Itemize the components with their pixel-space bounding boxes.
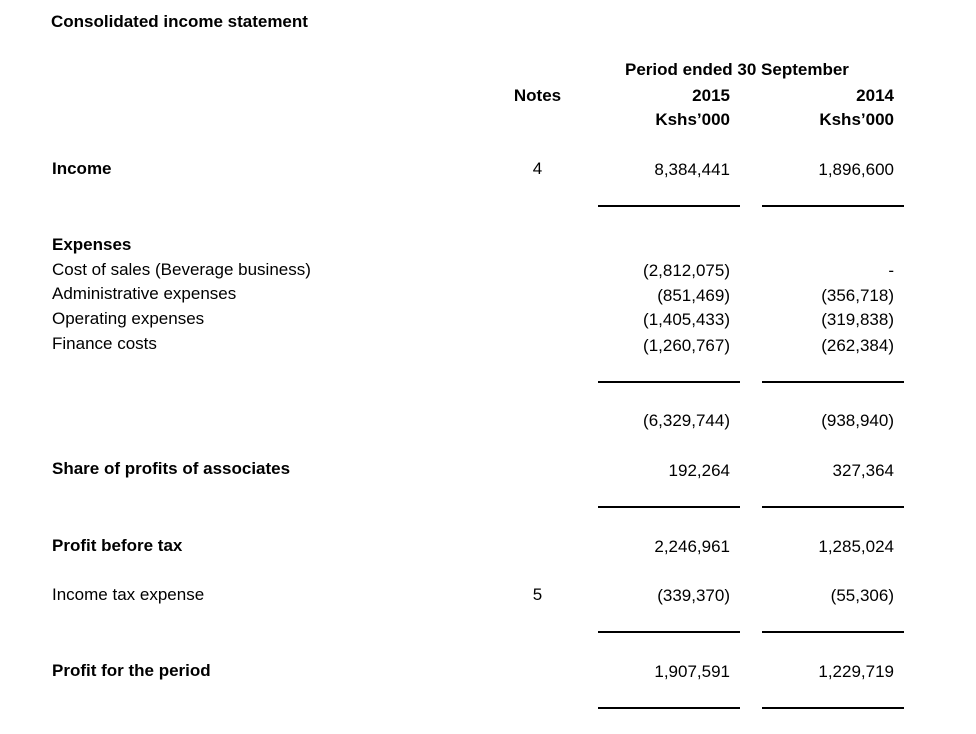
page-title: Consolidated income statement	[51, 12, 308, 31]
rule-2014	[762, 381, 904, 383]
profit-for-period-2014: 1,229,719	[818, 662, 894, 681]
expense-label: Cost of sales (Beverage business)	[52, 260, 311, 279]
expense-2014: (319,838)	[821, 310, 894, 329]
expense-2015: (851,469)	[657, 286, 730, 305]
notes-column-header: Notes	[513, 86, 562, 105]
rule-2015	[598, 631, 740, 633]
profit-for-period-label: Profit for the period	[52, 661, 211, 680]
expenses-heading: Expenses	[52, 235, 132, 254]
associates-2015: 192,264	[668, 461, 730, 480]
rule-2014	[762, 205, 904, 207]
income-2014: 1,896,600	[818, 160, 894, 179]
income-tax-2014: (55,306)	[830, 586, 894, 605]
income-label: Income	[52, 159, 112, 178]
expense-label: Operating expenses	[52, 309, 205, 328]
expense-label: Administrative expenses	[52, 284, 237, 303]
period-heading: Period ended 30 September	[625, 60, 849, 79]
associates-label: Share of profits of associates	[52, 459, 291, 478]
year-2014-header: 2014	[856, 86, 894, 105]
expenses-total-2014: (938,940)	[821, 411, 894, 430]
income-2015: 8,384,441	[654, 160, 730, 179]
income-tax-label: Income tax expense	[52, 585, 205, 604]
rule-2015	[598, 506, 740, 508]
income-tax-note: 5	[532, 585, 543, 604]
rule-2015	[598, 205, 740, 207]
profit-before-tax-2014: 1,285,024	[818, 537, 894, 556]
expense-2014: (262,384)	[821, 336, 894, 355]
profit-before-tax-2015: 2,246,961	[654, 537, 730, 556]
expense-2015: (1,260,767)	[643, 336, 730, 355]
rule-2015	[598, 707, 740, 709]
unit-2014-header: Kshs’000	[819, 110, 894, 129]
year-2015-header: 2015	[692, 86, 730, 105]
expense-2015: (1,405,433)	[643, 310, 730, 329]
rule-2014	[762, 506, 904, 508]
expense-2015: (2,812,075)	[643, 261, 730, 280]
rule-2015	[598, 381, 740, 383]
income-note: 4	[532, 159, 543, 178]
profit-before-tax-label: Profit before tax	[52, 536, 183, 555]
rule-2014	[762, 707, 904, 709]
income-tax-2015: (339,370)	[657, 586, 730, 605]
rule-2014	[762, 631, 904, 633]
expenses-total-2015: (6,329,744)	[643, 411, 730, 430]
expense-2014: (356,718)	[821, 286, 894, 305]
expense-label: Finance costs	[52, 334, 157, 353]
profit-for-period-2015: 1,907,591	[654, 662, 730, 681]
unit-2015-header: Kshs’000	[655, 110, 730, 129]
expense-2014: -	[888, 261, 894, 280]
associates-2014: 327,364	[832, 461, 894, 480]
